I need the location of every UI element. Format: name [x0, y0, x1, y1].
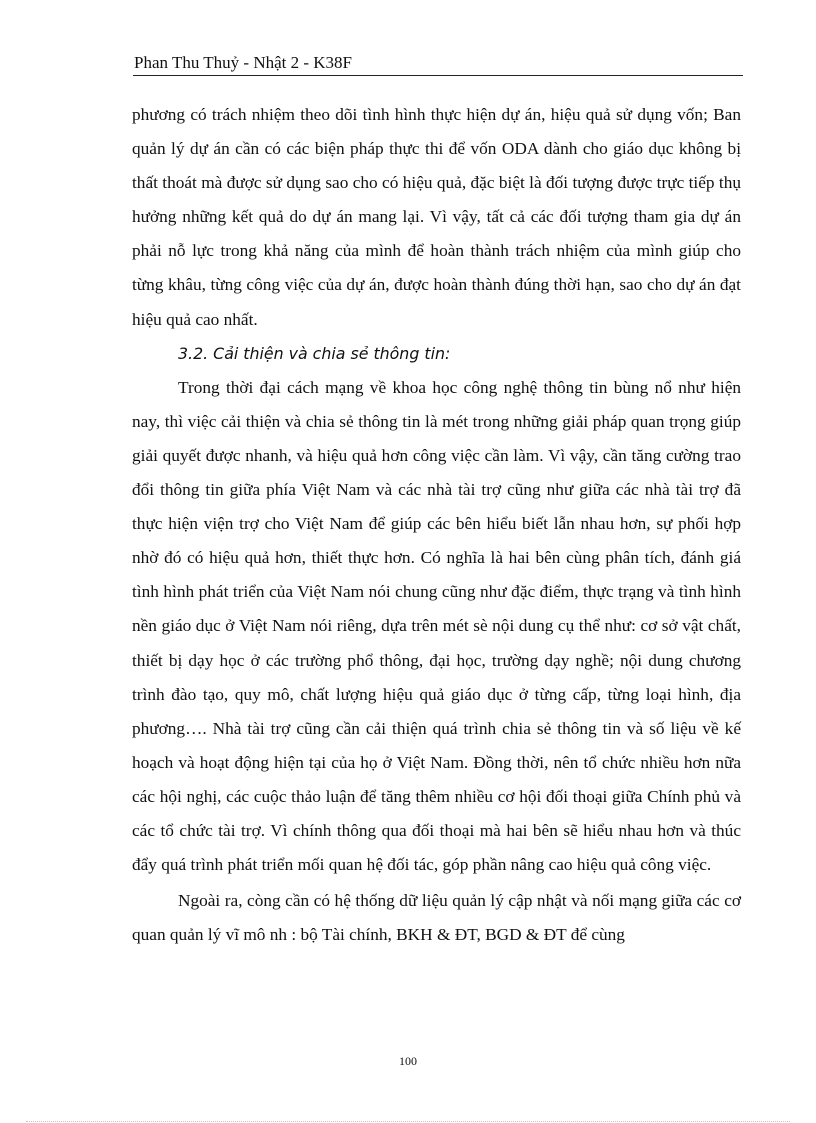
paragraph-information-sharing: Trong thời đại cách mạng về khoa học công nghệ thông tin bùng nổ như hiện nay, thì việc cải thiện và chia sẻ thông tin là mét trong những giải pháp quan trọng giúp giải quyết được nhanh, và hiệu quả hơn công việc cần làm. Vì vậy, cần tăng cường trao đổi thông tin giữa phía Việt Nam và các nhà tài trợ cũng như giữa các nhà tài trợ đã thực hiện viện trợ cho Việt Nam để giúp các bên hiểu biết lẫn nhau hơn, sự phối hợp nhờ đó có hiệu quả hơn, thiết thực hơn. Có nghĩa là hai bên cùng phân tích, đánh giá tình hình phát triển của Việt Nam nói chung cũng như đặc điểm, thực trạng và tình hình nền giáo dục ở Việt Nam nói riêng, dựa trên mét sè nội dung cụ thể như: cơ sở vật chất, thiết bị dạy học ở các trường phổ thông, đại học, trường dạy nghề; nội dung chương trình đào tạo, quy mô, chất lượng hiệu quả giáo dục ở từng cấp, từng loại hình, địa phương…. Nhà tài trợ cũng cần cải thiện quá trình chia sẻ thông tin và số liệu về kế hoạch và hoạt động hiện tại của họ ở Việt Nam. Đồng thời, nên tổ chức nhiều hơn nữa các hội nghị, các cuộc thảo luận để tăng thêm nhiều cơ hội đối thoại giữa Chính phủ và các tổ chức tài trợ. Vì chính thông qua đối thoại mà hai bên sẽ hiểu nhau hơn và thúc đẩy quá trình phát triển mối quan hệ đối tác, góp phần nâng cao hiệu quả công việc. — [132, 377, 741, 875]
section-heading: 3.2. Cải thiện và chia sẻ thông tin: — [178, 343, 451, 363]
running-header: Phan Thu Thuỷ - Nhật 2 - K38F — [134, 53, 353, 72]
page-number: 100 — [399, 1054, 417, 1068]
page-bottom-dotted-border — [26, 1121, 790, 1122]
page-body — [132, 98, 741, 952]
paragraph-data-systems: Ngoài ra, còng cần có hệ thống dữ liệu quản lý cập nhật và nối mạng giữa các cơ quan quản lý vĩ mô nh : bộ Tài chính, BKH & ĐT, BGD & ĐT để cùng — [132, 891, 741, 945]
paragraph-continued: phương có trách nhiệm theo dõi tình hình thực hiện dự án, hiệu quả sử dụng vốn; Ban quản lý dự án cần có các biện pháp thực thi để vốn ODA dành cho giáo dục không bị thất thoát mà được sử dụng sao cho có hiệu quả, đặc biệt là đối tượng được trực tiếp thụ hưởng những kết quả do dự án mang lại. Vì vậy, tất cả các đối tượng tham gia dự án phải nỗ lực trong khả năng của mình để hoàn thành trách nhiệm của mình giúp cho từng khâu, từng công việc của dự án, được hoàn thành đúng thời hạn, sao cho dự án đạt hiệu quả cao nhất. — [132, 105, 741, 329]
header-divider — [133, 75, 743, 76]
